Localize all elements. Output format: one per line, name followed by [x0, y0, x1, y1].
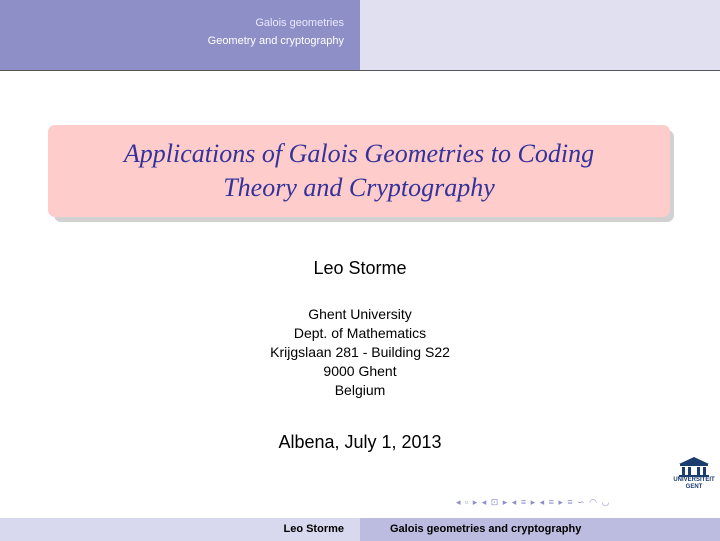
footer-left-panel [0, 518, 360, 541]
logo-line-1: UNIVERSITEIT [673, 477, 715, 483]
slide-header [0, 0, 720, 70]
title-line-2: Theory and Cryptography [223, 173, 495, 202]
institute-line: Belgium [334, 382, 386, 398]
slide-footer [0, 518, 720, 541]
header-subsection-link[interactable]: Geometry and cryptography [207, 35, 344, 47]
institute-line: Krijgslaan 281 - Building S22 [270, 344, 450, 360]
header-right-panel [360, 0, 720, 70]
footer-right-panel [360, 518, 720, 541]
institute-line: 9000 Ghent [323, 363, 397, 379]
title-box [48, 125, 670, 217]
presentation-date: Albena, July 1, 2013 [278, 432, 442, 452]
logo-line-2: GENT [685, 484, 703, 490]
header-divider [0, 70, 720, 71]
slide-title [79, 137, 639, 205]
logo-text [666, 477, 720, 491]
institute-block [0, 305, 720, 400]
beamer-navigation-symbols[interactable]: ◂ ▫ ▸ ◂ ⊡ ▸ ◂ ≡ ▸ ◂ ≡ ▸ ≡ ∽ ◠ ◡ [456, 497, 611, 507]
title-line-1: Applications of Galois Geometries to Coding [123, 139, 595, 168]
institute-line: Dept. of Mathematics [293, 325, 427, 341]
institute-line: Ghent University [308, 306, 412, 322]
author-name: Leo Storme [313, 258, 407, 278]
header-left-panel [0, 0, 360, 70]
footer-author: Leo Storme [283, 523, 344, 535]
footer-title: Galois geometries and cryptography [390, 523, 582, 535]
header-section-link[interactable]: Galois geometries [255, 17, 344, 29]
